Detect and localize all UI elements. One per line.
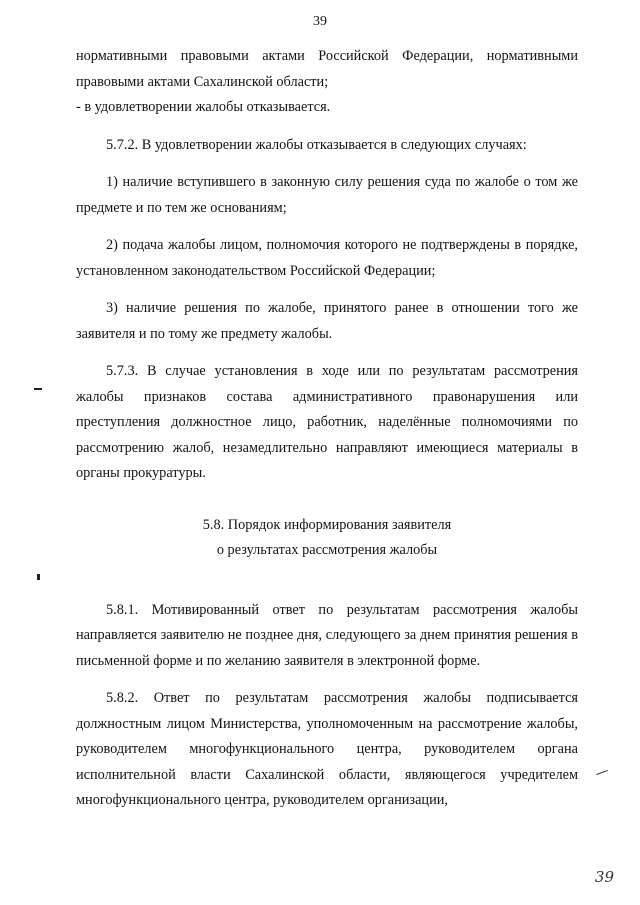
scan-mark (37, 574, 40, 580)
paragraph: 2) подача жалобы лицом, полномочия которого не подтверждены в порядке, установленном законодательством Российской Федерации; (76, 237, 578, 279)
paragraph: 3) наличие решения по жалобе, принятого ранее в отношении того же заявителя и по тому же предмету жалобы. (76, 300, 578, 342)
document-body (76, 44, 578, 814)
paragraph: - в удовлетворении жалобы отказывается. (76, 99, 331, 115)
paragraph: 5.8.2. Ответ по результатам рассмотрения жалобы подписывается должностным лицом Министерства, уполномоченным на рассмотрение жалобы, руководителем многофункционального центра, руководителем органа исполнительной власти Сахалинской области, являющегося учредителем многофункционального центра, руководителем организации, (76, 690, 578, 808)
handwritten-page-number: 39 (594, 868, 614, 886)
page-number: 39 (313, 14, 327, 29)
section-heading-line1: 5.8. Порядок информирования заявителя (202, 516, 452, 533)
paragraph: нормативными правовыми актами Российской Федерации, нормативными правовыми актами Сахалинской области; (76, 48, 578, 90)
scan-mark (596, 770, 608, 775)
paragraph: 5.7.3. В случае установления в ходе или по результатам рассмотрения жалобы признаков состава административного правонарушения или преступления должностное лицо, работник, наделённые полномочиями по рассмотрению жалоб, незамедлительно направляют имеющиеся материалы в органы прокуратуры. (76, 363, 578, 481)
paragraph: 1) наличие вступившего в законную силу решения суда по жалобе о том же предмете и по тем же основаниям; (76, 174, 578, 216)
paragraph: 5.8.1. Мотивированный ответ по результатам рассмотрения жалобы направляется заявителю не позднее дня, следующего за днем принятия решения в письменной форме и по желанию заявителя в электронной форме. (76, 601, 578, 669)
section-heading-line2: о результатах рассмотрения жалобы (216, 542, 438, 558)
paragraph: 5.7.2. В удовлетворении жалобы отказывается в следующих случаях: (106, 136, 527, 153)
scan-mark (34, 388, 42, 390)
